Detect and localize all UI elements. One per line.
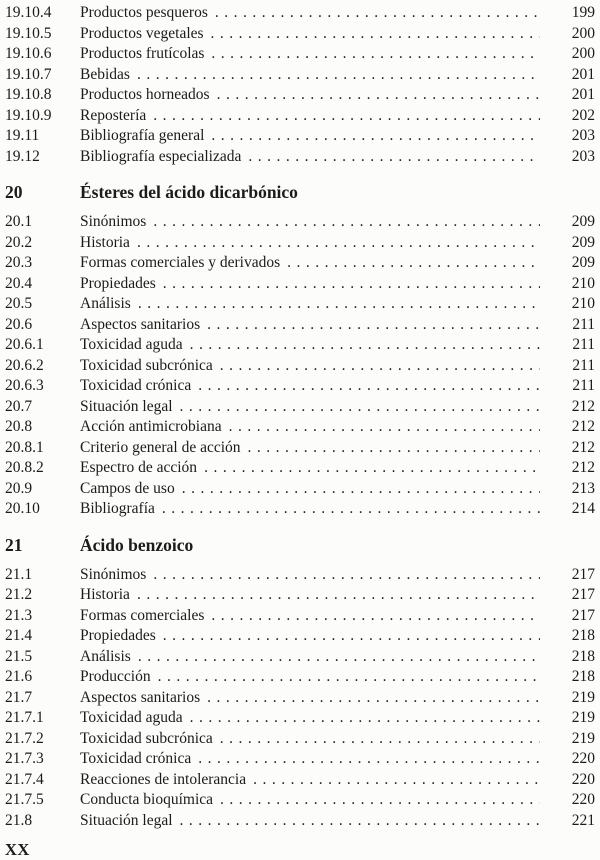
toc-entry [5, 294, 595, 315]
toc-entry-title: Historia [80, 233, 130, 251]
toc-entry-title: Propiedades [80, 627, 156, 644]
toc-entry-title: Productos horneados [80, 86, 210, 103]
toc-entry [5, 65, 595, 86]
chapter-title: Ácido benzoico [80, 534, 194, 555]
toc-entry-number: 20.8.1 [5, 438, 44, 456]
toc-entry-title: Toxicidad crónica [80, 377, 192, 394]
toc-entry-number: 21.8 [5, 811, 33, 829]
toc-entry-page: 210 [571, 274, 595, 292]
dot-leader [162, 499, 540, 520]
chapter-heading [5, 181, 595, 203]
toc-entry [5, 729, 595, 750]
toc-entry-number: 19.10.7 [5, 65, 52, 83]
toc-entry-page: 218 [571, 668, 595, 685]
dot-leader [138, 647, 540, 668]
dot-leader [190, 708, 540, 729]
dot-leader [180, 397, 540, 418]
chapter-title: Ésteres del ácido dicarbónico [80, 182, 298, 202]
toc-entry-page: 219 [571, 688, 595, 706]
toc-entry [5, 233, 595, 254]
chapter-number: 20 [5, 182, 23, 202]
dot-leader [211, 44, 540, 65]
dot-leader [220, 356, 540, 377]
toc-entry-page: 200 [571, 45, 595, 62]
toc-entry-number: 20.4 [5, 274, 33, 292]
toc-entry [5, 3, 595, 24]
toc-entry [5, 790, 595, 811]
toc-entry-number: 20.6.2 [5, 356, 44, 374]
toc-entry-number: 21.7.3 [5, 750, 44, 767]
toc-entry-page: 209 [571, 254, 595, 271]
dot-leader [198, 376, 540, 397]
dot-leader [220, 790, 540, 811]
toc-entry-page: 212 [571, 397, 595, 415]
toc-entry-title: Toxicidad aguda [80, 709, 183, 726]
dot-leader [220, 729, 540, 750]
toc-entry-number: 20.10 [5, 500, 40, 517]
toc-entry [5, 417, 595, 438]
toc-entry-page: 200 [571, 24, 595, 42]
toc-entry-title: Toxicidad aguda [80, 336, 183, 353]
toc-entry-title: Formas comerciales [80, 606, 205, 624]
toc-entry-title: Espectro de acción [80, 459, 198, 476]
toc-entry [5, 647, 595, 668]
toc-entry-number: 19.10.9 [5, 106, 52, 124]
toc-entry-number: 20.9 [5, 479, 33, 497]
dot-leader [229, 417, 540, 438]
toc-entry-title: Situación legal [80, 811, 173, 829]
dot-leader [163, 274, 540, 295]
toc-entry-page: 221 [571, 811, 595, 829]
toc-entry-title: Sinónimos [80, 213, 147, 230]
toc-entry-page: 217 [571, 565, 595, 583]
toc-entry-page: 203 [571, 127, 595, 144]
toc-entry-title: Análisis [80, 647, 131, 665]
toc-entry-page: 211 [572, 315, 595, 333]
toc-entry [5, 606, 595, 627]
toc-entry-page: 220 [571, 750, 595, 767]
toc-entry-title: Acción antimicrobiana [80, 418, 222, 435]
toc-entry-number: 20.6.1 [5, 336, 44, 353]
dot-leader [211, 24, 540, 45]
dot-leader [153, 565, 540, 586]
toc-entry [5, 770, 595, 791]
toc-entry-number: 20.1 [5, 213, 33, 230]
toc-entry-page: 220 [571, 770, 595, 788]
toc-entry [5, 626, 595, 647]
toc-entry-number: 21.4 [5, 627, 33, 644]
toc-entry-title: Bibliografía [80, 500, 155, 517]
toc-entry-number: 20.6 [5, 315, 33, 333]
toc-entry-page: 214 [571, 500, 595, 517]
toc-entry [5, 397, 595, 418]
toc-entry-number: 20.5 [5, 295, 33, 312]
toc-entry [5, 479, 595, 500]
chapter-number: 21 [5, 534, 23, 555]
toc-entry-number: 19.10.5 [5, 24, 52, 42]
toc-entry-number: 19.10.6 [5, 45, 52, 62]
table-of-contents [5, 3, 595, 831]
toc-entry-page: 199 [571, 4, 595, 21]
toc-entry-page: 202 [571, 106, 595, 124]
toc-entry-page: 219 [571, 729, 595, 747]
toc-entry-page: 218 [571, 647, 595, 665]
toc-entry-number: 19.10.8 [5, 86, 52, 103]
dot-leader [215, 3, 540, 24]
toc-entry-number: 20.8.2 [5, 459, 44, 476]
toc-entry-title: Bibliografía especializada [80, 147, 242, 165]
toc-entry-page: 211 [572, 336, 595, 353]
dot-leader [211, 126, 540, 147]
dot-leader [158, 667, 540, 688]
toc-entry-page: 212 [571, 438, 595, 456]
toc-entry-number: 21.1 [5, 565, 33, 583]
dot-leader [190, 335, 540, 356]
toc-entry-page: 209 [571, 233, 595, 251]
page-number-footer: XX [5, 840, 30, 859]
dot-leader [217, 85, 540, 106]
toc-entry-page: 201 [571, 65, 595, 83]
toc-entry-page: 220 [571, 791, 595, 808]
toc-entry-number: 20.8 [5, 418, 33, 435]
toc-entry [5, 688, 595, 709]
toc-entry-number: 19.11 [5, 127, 40, 144]
dot-leader [287, 253, 540, 274]
dot-leader [207, 688, 540, 709]
toc-entry [5, 85, 595, 106]
toc-entry [5, 147, 595, 168]
dot-leader [198, 749, 540, 770]
toc-entry [5, 708, 595, 729]
toc-entry-page: 217 [571, 586, 595, 603]
dot-leader [163, 626, 540, 647]
toc-entry [5, 667, 595, 688]
dot-leader [253, 770, 540, 791]
toc-entry-page: 213 [571, 479, 595, 497]
toc-entry-number: 21.2 [5, 586, 33, 603]
toc-entry-title: Productos vegetales [80, 24, 204, 42]
chapter-heading [5, 534, 595, 556]
dot-leader [248, 438, 540, 459]
toc-entry-page: 212 [571, 418, 595, 435]
toc-entry [5, 274, 595, 295]
toc-entry-page: 212 [571, 459, 595, 476]
toc-entry [5, 585, 595, 606]
toc-entry-title: Toxicidad subcrónica [80, 356, 213, 374]
toc-entry-title: Campos de uso [80, 479, 175, 497]
toc-entry-title: Historia [80, 586, 130, 603]
toc-entry-title: Producción [80, 668, 151, 685]
toc-entry [5, 24, 595, 45]
toc-entry-number: 20.2 [5, 233, 33, 251]
toc-entry [5, 335, 595, 356]
toc-entry-title: Aspectos sanitarios [80, 688, 201, 706]
toc-entry [5, 212, 595, 233]
toc-entry-title: Productos pesqueros [80, 4, 208, 21]
dot-leader [180, 811, 540, 832]
toc-entry [5, 499, 595, 520]
toc-entry-page: 211 [572, 356, 595, 374]
dot-leader [248, 147, 540, 168]
toc-entry [5, 458, 595, 479]
toc-entry-number: 21.5 [5, 647, 33, 665]
toc-entry-number: 21.6 [5, 668, 33, 685]
toc-entry-number: 21.7 [5, 688, 33, 706]
toc-entry-number: 21.7.1 [5, 709, 44, 726]
toc-entry-title: Bebidas [80, 65, 130, 83]
toc-entry-title: Productos frutícolas [80, 45, 205, 62]
toc-entry-title: Bibliografía general [80, 127, 205, 144]
toc-entry [5, 565, 595, 586]
toc-entry-number: 21.7.5 [5, 791, 44, 808]
dot-leader [137, 233, 540, 254]
toc-entry-title: Sinónimos [80, 565, 147, 583]
toc-entry [5, 315, 595, 336]
toc-entry-number: 21.3 [5, 606, 33, 624]
dot-leader [153, 212, 540, 233]
toc-entry [5, 253, 595, 274]
toc-entry-title: Criterio general de acción [80, 438, 241, 456]
toc-entry-page: 218 [571, 627, 595, 644]
toc-entry-title: Toxicidad subcrónica [80, 729, 213, 747]
toc-entry-page: 211 [572, 377, 595, 394]
toc-entry-number: 21.7.4 [5, 770, 44, 788]
toc-entry-title: Repostería [80, 106, 147, 124]
toc-entry-number: 20.3 [5, 254, 33, 271]
toc-entry [5, 376, 595, 397]
dot-leader [153, 106, 540, 127]
toc-entry [5, 44, 595, 65]
toc-entry-page: 201 [571, 86, 595, 103]
toc-entry-title: Aspectos sanitarios [80, 315, 201, 333]
toc-entry-title: Formas comerciales y derivados [80, 254, 281, 271]
toc-entry [5, 126, 595, 147]
toc-entry [5, 749, 595, 770]
toc-entry-title: Toxicidad crónica [80, 750, 192, 767]
dot-leader [182, 479, 540, 500]
toc-entry-page: 209 [571, 213, 595, 230]
dot-leader [211, 606, 540, 627]
toc-entry-page: 203 [571, 147, 595, 165]
toc-entry [5, 811, 595, 832]
toc-entry-title: Situación legal [80, 397, 173, 415]
toc-entry-number: 21.7.2 [5, 729, 44, 747]
toc-entry-title: Conducta bioquímica [80, 791, 214, 808]
dot-leader [137, 585, 540, 606]
toc-entry-number: 20.7 [5, 397, 33, 415]
toc-entry [5, 356, 595, 377]
toc-entry-page: 219 [571, 709, 595, 726]
toc-entry-page: 217 [571, 606, 595, 624]
toc-entry-title: Propiedades [80, 274, 156, 292]
toc-entry [5, 106, 595, 127]
toc-entry-title: Reacciones de intolerancia [80, 770, 247, 788]
toc-entry-number: 19.12 [5, 147, 40, 165]
toc-entry-number: 19.10.4 [5, 4, 52, 21]
toc-entry-number: 20.6.3 [5, 377, 44, 394]
toc-entry [5, 438, 595, 459]
dot-leader [207, 315, 540, 336]
dot-leader [204, 458, 540, 479]
dot-leader [138, 294, 540, 315]
toc-entry-page: 210 [571, 295, 595, 312]
dot-leader [137, 65, 540, 86]
toc-entry-title: Análisis [80, 295, 131, 312]
